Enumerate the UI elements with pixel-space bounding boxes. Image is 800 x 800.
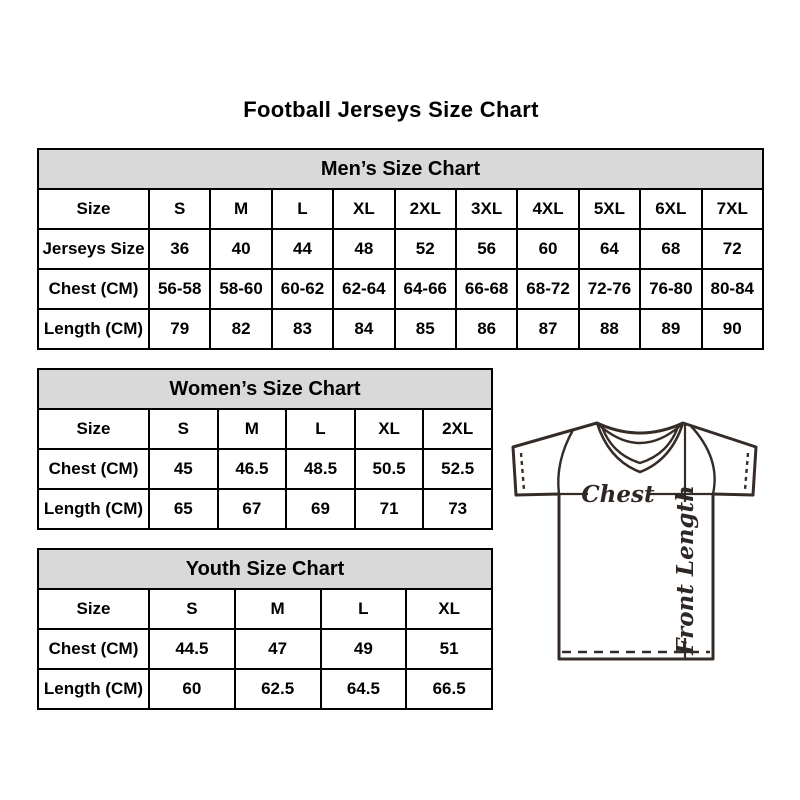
youth-cell-0-1: S <box>149 589 235 629</box>
youth-row-label-2: Length (CM) <box>38 669 149 709</box>
womens-cell-0-4: XL <box>355 409 424 449</box>
youth-table <box>37 548 493 710</box>
youth-cell-2-3: 64.5 <box>321 669 407 709</box>
youth-cell-0-4: XL <box>406 589 492 629</box>
mens-row-1 <box>38 229 763 269</box>
youth-cell-2-1: 60 <box>149 669 235 709</box>
mens-row-label-2: Chest (CM) <box>38 269 149 309</box>
womens-header-row <box>38 369 492 409</box>
mens-cell-2-4: 62-64 <box>333 269 394 309</box>
womens-cell-2-4: 71 <box>355 489 424 529</box>
mens-row-label-3: Length (CM) <box>38 309 149 349</box>
chest-label: Chest <box>581 481 655 508</box>
womens-cell-0-2: M <box>218 409 287 449</box>
youth-header-row <box>38 549 492 589</box>
mens-cell-1-9: 68 <box>640 229 701 269</box>
mens-cell-0-8: 5XL <box>579 189 640 229</box>
youth-cell-1-3: 49 <box>321 629 407 669</box>
mens-cell-2-5: 64-66 <box>395 269 456 309</box>
mens-cell-0-4: XL <box>333 189 394 229</box>
mens-cell-1-3: 44 <box>272 229 333 269</box>
womens-row-label-0: Size <box>38 409 149 449</box>
mens-cell-2-2: 58-60 <box>210 269 271 309</box>
womens-cell-0-3: L <box>286 409 355 449</box>
mens-cell-1-10: 72 <box>702 229 763 269</box>
mens-row-label-1: Jerseys Size <box>38 229 149 269</box>
mens-table <box>37 148 764 350</box>
mens-cell-0-3: L <box>272 189 333 229</box>
womens-cell-0-1: S <box>149 409 218 449</box>
youth-row-label-0: Size <box>38 589 149 629</box>
womens-cell-1-5: 52.5 <box>423 449 492 489</box>
mens-cell-3-10: 90 <box>702 309 763 349</box>
mens-cell-2-10: 80-84 <box>702 269 763 309</box>
mens-cell-1-1: 36 <box>149 229 210 269</box>
mens-cell-1-4: 48 <box>333 229 394 269</box>
mens-row-0 <box>38 189 763 229</box>
mens-row-2 <box>38 269 763 309</box>
mens-row-label-0: Size <box>38 189 149 229</box>
womens-section-header: Women’s Size Chart <box>38 369 492 409</box>
mens-cell-0-9: 6XL <box>640 189 701 229</box>
mens-cell-2-7: 68-72 <box>517 269 578 309</box>
page-title: Football Jerseys Size Chart <box>243 97 539 122</box>
youth-row-2 <box>38 669 492 709</box>
womens-row-2 <box>38 489 492 529</box>
mens-cell-2-6: 66-68 <box>456 269 517 309</box>
mens-section-header: Men’s Size Chart <box>38 149 763 189</box>
mens-cell-0-10: 7XL <box>702 189 763 229</box>
mens-cell-3-3: 83 <box>272 309 333 349</box>
mens-cell-3-8: 88 <box>579 309 640 349</box>
youth-size-chart-table <box>37 548 493 707</box>
mens-cell-0-5: 2XL <box>395 189 456 229</box>
mens-cell-2-1: 56-58 <box>149 269 210 309</box>
mens-cell-0-7: 4XL <box>517 189 578 229</box>
womens-cell-0-5: 2XL <box>423 409 492 449</box>
youth-cell-1-4: 51 <box>406 629 492 669</box>
womens-cell-2-3: 69 <box>286 489 355 529</box>
mens-row-3 <box>38 309 763 349</box>
mens-cell-0-6: 3XL <box>456 189 517 229</box>
mens-cell-3-1: 79 <box>149 309 210 349</box>
womens-row-label-1: Chest (CM) <box>38 449 149 489</box>
mens-header-row <box>38 149 763 189</box>
mens-cell-3-9: 89 <box>640 309 701 349</box>
mens-cell-1-8: 64 <box>579 229 640 269</box>
womens-cell-2-2: 67 <box>218 489 287 529</box>
womens-cell-1-3: 48.5 <box>286 449 355 489</box>
womens-cell-1-2: 46.5 <box>218 449 287 489</box>
youth-cell-0-3: L <box>321 589 407 629</box>
mens-cell-3-2: 82 <box>210 309 271 349</box>
youth-cell-2-4: 66.5 <box>406 669 492 709</box>
mens-cell-3-5: 85 <box>395 309 456 349</box>
youth-row-label-1: Chest (CM) <box>38 629 149 669</box>
mens-cell-2-8: 72-76 <box>579 269 640 309</box>
mens-cell-3-7: 87 <box>517 309 578 349</box>
youth-row-0 <box>38 589 492 629</box>
womens-row-0 <box>38 409 492 449</box>
mens-cell-1-6: 56 <box>456 229 517 269</box>
youth-section-header: Youth Size Chart <box>38 549 492 589</box>
womens-size-chart-table <box>37 368 493 527</box>
mens-cell-1-7: 60 <box>517 229 578 269</box>
mens-size-chart-table <box>37 148 764 348</box>
youth-row-1 <box>38 629 492 669</box>
mens-cell-2-9: 76-80 <box>640 269 701 309</box>
mens-cell-1-2: 40 <box>210 229 271 269</box>
jersey-measurement-diagram <box>503 410 779 668</box>
mens-cell-1-5: 52 <box>395 229 456 269</box>
womens-cell-2-5: 73 <box>423 489 492 529</box>
womens-row-label-2: Length (CM) <box>38 489 149 529</box>
womens-cell-1-4: 50.5 <box>355 449 424 489</box>
youth-cell-1-2: 47 <box>235 629 321 669</box>
mens-cell-0-2: M <box>210 189 271 229</box>
youth-cell-0-2: M <box>235 589 321 629</box>
mens-cell-0-1: S <box>149 189 210 229</box>
youth-cell-1-1: 44.5 <box>149 629 235 669</box>
womens-cell-1-1: 45 <box>149 449 218 489</box>
womens-row-1 <box>38 449 492 489</box>
front-length-label: Front Length <box>672 485 699 655</box>
youth-cell-2-2: 62.5 <box>235 669 321 709</box>
womens-table <box>37 368 493 530</box>
jersey-outline <box>513 423 756 659</box>
mens-cell-2-3: 60-62 <box>272 269 333 309</box>
mens-cell-3-6: 86 <box>456 309 517 349</box>
mens-cell-3-4: 84 <box>333 309 394 349</box>
womens-cell-2-1: 65 <box>149 489 218 529</box>
